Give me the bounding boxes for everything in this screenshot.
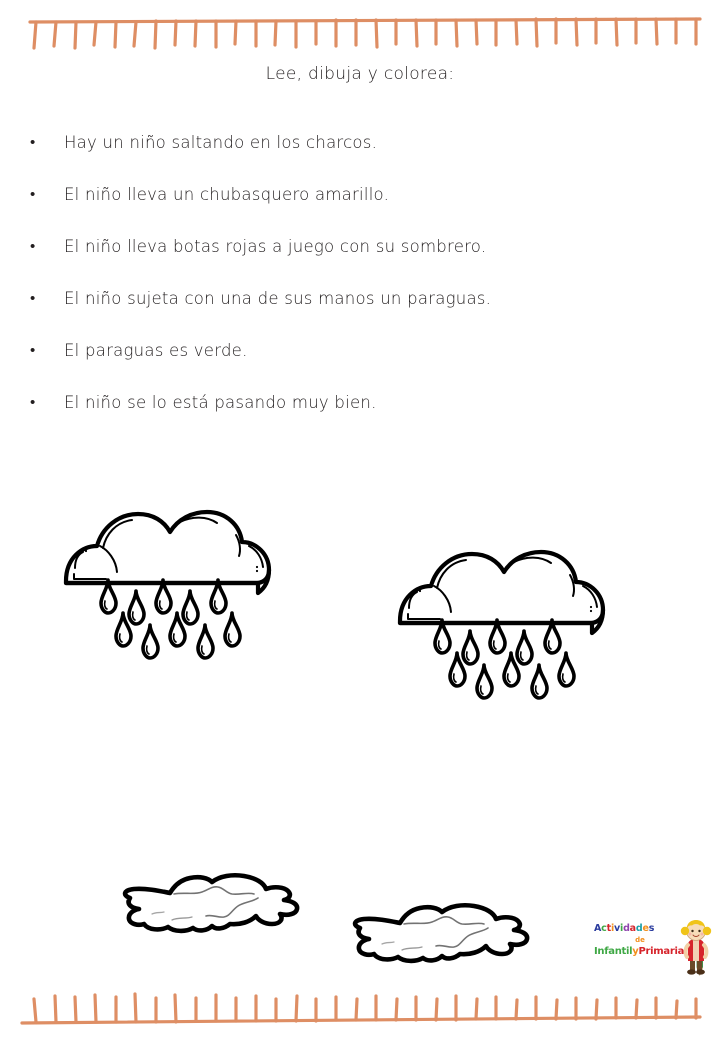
logo-letter-v: v (614, 923, 620, 934)
logo-letter-s: s (648, 923, 655, 934)
puddle-icon-right (342, 892, 552, 976)
decorative-border-top (0, 10, 720, 56)
logo-line-actividades (594, 924, 686, 934)
logo-girl-with-pencil-icon (678, 918, 714, 984)
site-logo (594, 918, 714, 984)
list-item-text: El niño se lo está pasando muy bien. (64, 393, 377, 412)
bullet-icon: • (30, 133, 36, 151)
list-item-text: Hay un niño saltando en los charcos. (64, 133, 378, 152)
logo-letter-a2: a (629, 923, 636, 934)
logo-line-de: de (635, 935, 645, 944)
list-item-text: El niño sujeta con una de sus manos un paraguas. (64, 289, 492, 308)
list-item (30, 290, 670, 342)
bullet-icon: • (30, 185, 36, 203)
list-item-text: El niño lleva botas rojas a juego con su sombrero. (64, 237, 487, 256)
logo-letter-a: A (594, 923, 602, 934)
logo-letter-c: c (601, 923, 607, 934)
list-item (30, 342, 670, 394)
list-item (30, 186, 670, 238)
logo-word-y: y (632, 945, 639, 957)
rain-cloud-icon-right (384, 528, 624, 722)
puddle-icon-left (112, 862, 322, 946)
list-item (30, 394, 670, 446)
logo-letter-e: e (642, 923, 649, 934)
page-title: Lee, dibuja y colorea: (265, 64, 455, 84)
logo-letter-d2: d (635, 923, 643, 934)
bullet-icon: • (30, 237, 36, 255)
list-item-text: El paraguas es verde. (64, 341, 248, 360)
logo-word-infantil: Infantil (594, 945, 633, 957)
list-item-text: El niño lleva un chubasquero amarillo. (64, 185, 390, 204)
rain-cloud-icon-left (50, 488, 290, 682)
bullet-icon: • (30, 341, 36, 359)
list-item (30, 134, 670, 186)
logo-letter-i: i (610, 923, 614, 934)
decorative-border-bottom (0, 985, 720, 1031)
logo-letter-d: d (623, 923, 630, 934)
logo-line-infantil-primaria (594, 947, 686, 957)
logo-word-primaria: Primaria (638, 945, 685, 957)
logo-letter-t: t (606, 923, 611, 934)
bullet-icon: • (30, 289, 36, 307)
list-item (30, 238, 670, 290)
logo-letter-i2: i (620, 923, 624, 934)
logo-text (594, 924, 686, 957)
instruction-list (30, 134, 670, 446)
bullet-icon: • (30, 393, 36, 411)
